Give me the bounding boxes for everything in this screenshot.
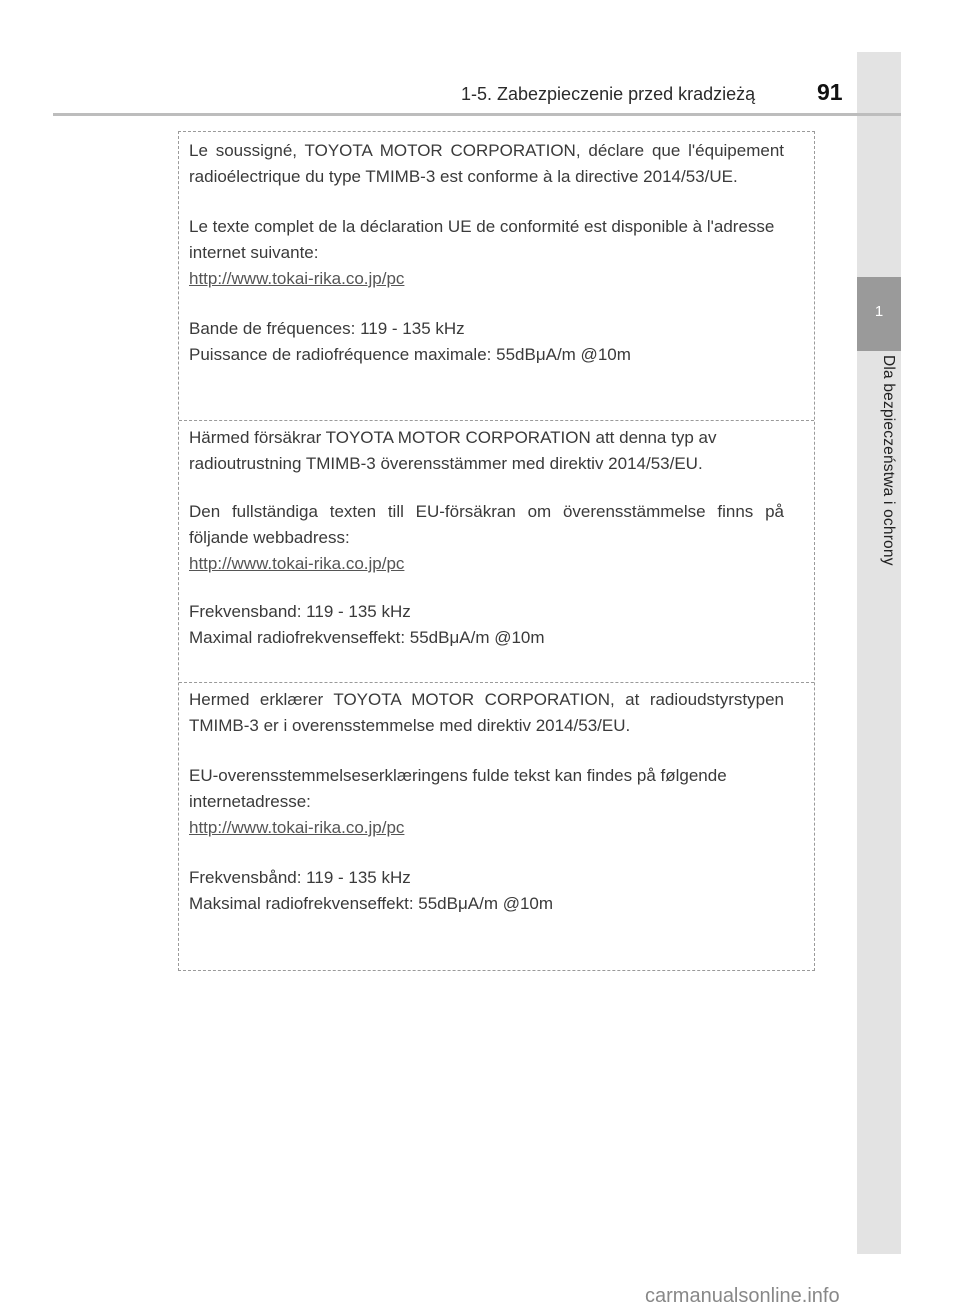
watermark-text: carmanualsonline.info [645, 1285, 840, 1307]
frequency-danish: Frekvensbånd: 119 - 135 kHz [189, 868, 411, 887]
statement-danish: Hermed erklærer TOYOTA MOTOR CORPORATION, at radioudstyrstypen TMIMB-3 er i overensstemmelse med direktiv 2014/53/EU. [189, 690, 784, 735]
power-french: Puissance de radiofréquence maximale: 55dBμA/m @10m [189, 345, 631, 364]
url-link-danish[interactable]: http://www.tokai-rika.co.jp/pc [189, 818, 405, 837]
statement-swedish: Härmed försäkrar TOYOTA MOTOR CORPORATION att denna typ av radioutrustning TMIMB-3 överensstämmer med direktiv 2014/53/EU. [189, 428, 717, 473]
declaration-swedish [179, 425, 814, 651]
statement-french: Le soussigné, TOYOTA MOTOR CORPORATION, déclare que l'équipement radioélectrique du type TMIMB-3 est conforme à la directive 2014/53/UE. [189, 141, 784, 186]
url-link-french[interactable]: http://www.tokai-rika.co.jp/pc [189, 269, 405, 288]
frequency-french: Bande de fréquences: 119 - 135 kHz [189, 319, 465, 338]
declaration-french [179, 138, 814, 368]
power-swedish: Maximal radiofrekvenseffekt: 55dBμA/m @10m [189, 628, 545, 647]
chapter-title: Dla bezpieczeństwa i ochrony [880, 355, 897, 566]
section-divider [179, 682, 814, 683]
header-rule [53, 113, 901, 116]
side-thumb-strip [857, 52, 901, 1254]
url-link-swedish[interactable]: http://www.tokai-rika.co.jp/pc [189, 554, 405, 573]
availability-danish: EU-overensstemmelseserklæringens fulde tekst kan findes på følgende internetadresse: [189, 766, 727, 811]
declaration-box [178, 131, 815, 971]
availability-swedish: Den fullständiga texten till EU-försäkran om överensstämmelse finns på följande webbadress: [189, 502, 784, 547]
frequency-swedish: Frekvensband: 119 - 135 kHz [189, 602, 411, 621]
section-divider [179, 420, 814, 421]
availability-french: Le texte complet de la déclaration UE de conformité est disponible à l'adresse internet suivante: [189, 217, 775, 262]
chapter-number: 1 [874, 303, 884, 320]
section-title: 1-5. Zabezpieczenie przed kradzieżą [461, 84, 756, 104]
declaration-danish [179, 687, 814, 917]
power-danish: Maksimal radiofrekvenseffekt: 55dBμA/m @10m [189, 894, 554, 913]
page-number: 91 [817, 79, 843, 105]
